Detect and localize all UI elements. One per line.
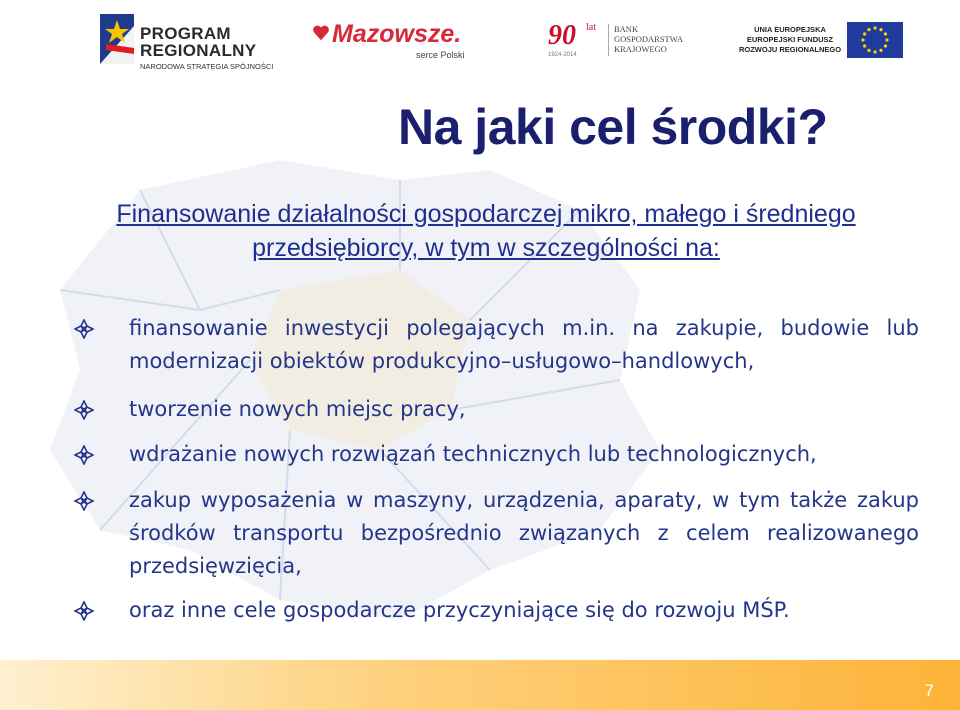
slide-title: Na jaki cel środki? — [398, 99, 828, 155]
eu-logo-text — [735, 25, 845, 55]
diamond-bullet-icon — [74, 445, 94, 465]
diamond-bullet-icon — [74, 400, 94, 420]
page-number: 7 — [924, 681, 934, 700]
diamond-bullet-icon — [74, 319, 94, 339]
diamond-bullet-icon — [74, 601, 94, 621]
mazowsze-tagline: serce Polski — [416, 50, 465, 60]
bgk-logo — [548, 18, 683, 60]
program-logo-line3: NARODOWA STRATEGIA SPÓJNOŚCI — [140, 62, 274, 71]
eu-logo — [735, 22, 885, 62]
bullet-text: finansowanie inwestycji polegających m.in. na zakupie, budowie lub modernizacji obiektów produkcyjno–usługowo–handlowych, — [129, 316, 919, 373]
bullet-text: oraz inne cele gospodarcze przyczyniające się do rozwoju MŚP. — [129, 598, 790, 622]
eu-flag-icon — [847, 22, 903, 58]
mazowsze-logo — [312, 18, 472, 62]
eu-logo-line2: EUROPEJSKI FUNDUSZ — [746, 35, 834, 44]
bgk-lat-label: lat — [586, 22, 596, 33]
bgk-bank-line1: BANK — [614, 24, 639, 34]
bgk-bank-name — [614, 24, 683, 54]
bullet-text: wdrażanie nowych rozwiązań technicznych lub technologicznych, — [129, 442, 817, 466]
eu-logo-line1: UNIA EUROPEJSKA — [754, 25, 826, 34]
bgk-separator — [608, 24, 609, 56]
program-regionalny-logo — [100, 14, 274, 71]
program-logo-line2: REGIONALNY — [140, 41, 257, 60]
bgk-anniversary-number: 90 — [548, 20, 576, 51]
bgk-bank-line3: KRAJOWEGO — [614, 44, 667, 54]
program-star-icon — [100, 14, 134, 64]
diamond-bullet-icon — [74, 491, 94, 511]
bgk-years: 1924-2014 — [548, 52, 577, 58]
program-logo-line1: PROGRAM — [140, 24, 231, 43]
heart-icon — [312, 24, 330, 42]
bullet-text: zakup wyposażenia w maszyny, urządzenia, aparaty, w tym także zakup środków transportu bezpośrednio związanych z celem realizowanego przedsięwzięcia, — [129, 488, 919, 578]
bullet-text: tworzenie nowych miejsc pracy, — [129, 397, 466, 421]
footer-bar — [0, 660, 960, 710]
logo-bar — [0, 0, 960, 72]
mazowsze-wordmark: Mazowsze. — [332, 20, 462, 48]
bgk-bank-line2: GOSPODARSTWA — [614, 34, 683, 44]
eu-logo-line3: ROZWOJU REGIONALNEGO — [738, 45, 842, 54]
intro-paragraph: Finansowanie działalności gospodarczej mikro, małego i średniego przedsiębiorcy, w tym w szczególności na: — [116, 200, 856, 262]
